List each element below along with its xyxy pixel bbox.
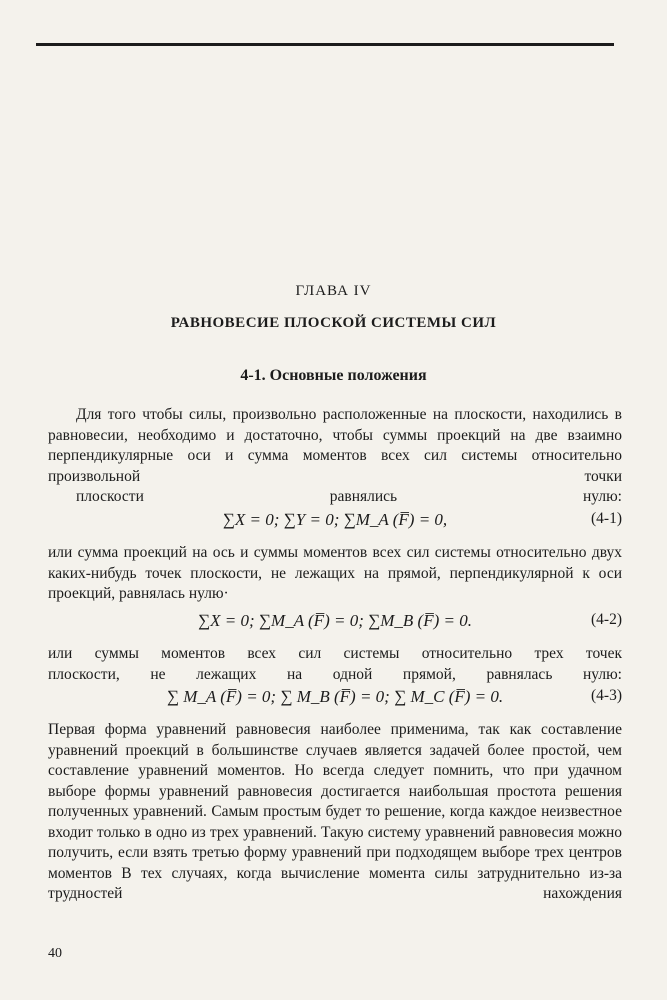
paragraph-3 [48,644,622,685]
equation-4-1-formula: ∑X = 0; ∑Y = 0; ∑M_A (F̅) = 0, [222,510,448,529]
chapter-title: РАВНОВЕСИЕ ПЛОСКОЙ СИСТЕМЫ СИЛ [170,315,497,331]
paragraph-3-text: или суммы моментов всех сил системы относительно трех точек [48,645,622,662]
paragraph-1 [48,405,622,508]
equation-4-1-number: (4-1) [591,510,622,527]
paragraph-3-end: плоскости, не лежащих на одной прямой, равнялась нулю: [48,665,622,683]
equation-4-3-formula: ∑ M_A (F̅) = 0; ∑ M_B (F̅) = 0; ∑ M_C (F̅) = 0. [166,687,504,706]
section-heading: 4-1. Основные положения [240,367,427,384]
paragraph-4: Первая форма уравнений равновесия наиболее применима, так как составление уравнений проекций в большинстве случаев является задачей более простой, чем составление уравнений моментов. Но всегда следует помнить, что при удачном выборе формы уравнений равновесия достигается наибольшая простота решения полученных уравнений. Самым простым будет то решение, когда каждое неизвестное входит только в одно из трех уравнений. Такую систему уравнений равновесия можно получить, если взять третью форму уравнений при подходящем выборе трех центров моментов В тех случаях, когда вычисление момента силы затруднительно из-за трудностей нахождения [48,721,622,902]
equation-4-3-number: (4-3) [591,687,622,704]
equation-4-2-formula: ∑X = 0; ∑M_A (F̅) = 0; ∑M_B (F̅) = 0. [198,611,472,630]
paragraph-2: или сумма проекций на ось и суммы моментов всех сил системы относительно двух каких-нибудь точек плоскости, не лежащих на прямой, перпендикулярной к оси проекций, равнялась нулю· [48,544,622,602]
chapter-heading: ГЛАВА IV [295,283,372,299]
paragraph-1-end: плоскости равнялись нулю: [76,488,622,505]
equation-4-2-number: (4-2) [591,611,622,628]
paragraph-1-text: Для того чтобы силы, произвольно расположенные на плоскости, находились в равновесии, необходимо и достаточно, чтобы суммы проекций на две взаимно перпендикулярные оси и сумма моментов всех сил системы относительно произвольной точки [48,406,622,485]
top-rule [36,43,614,46]
page-number: 40 [48,946,62,961]
